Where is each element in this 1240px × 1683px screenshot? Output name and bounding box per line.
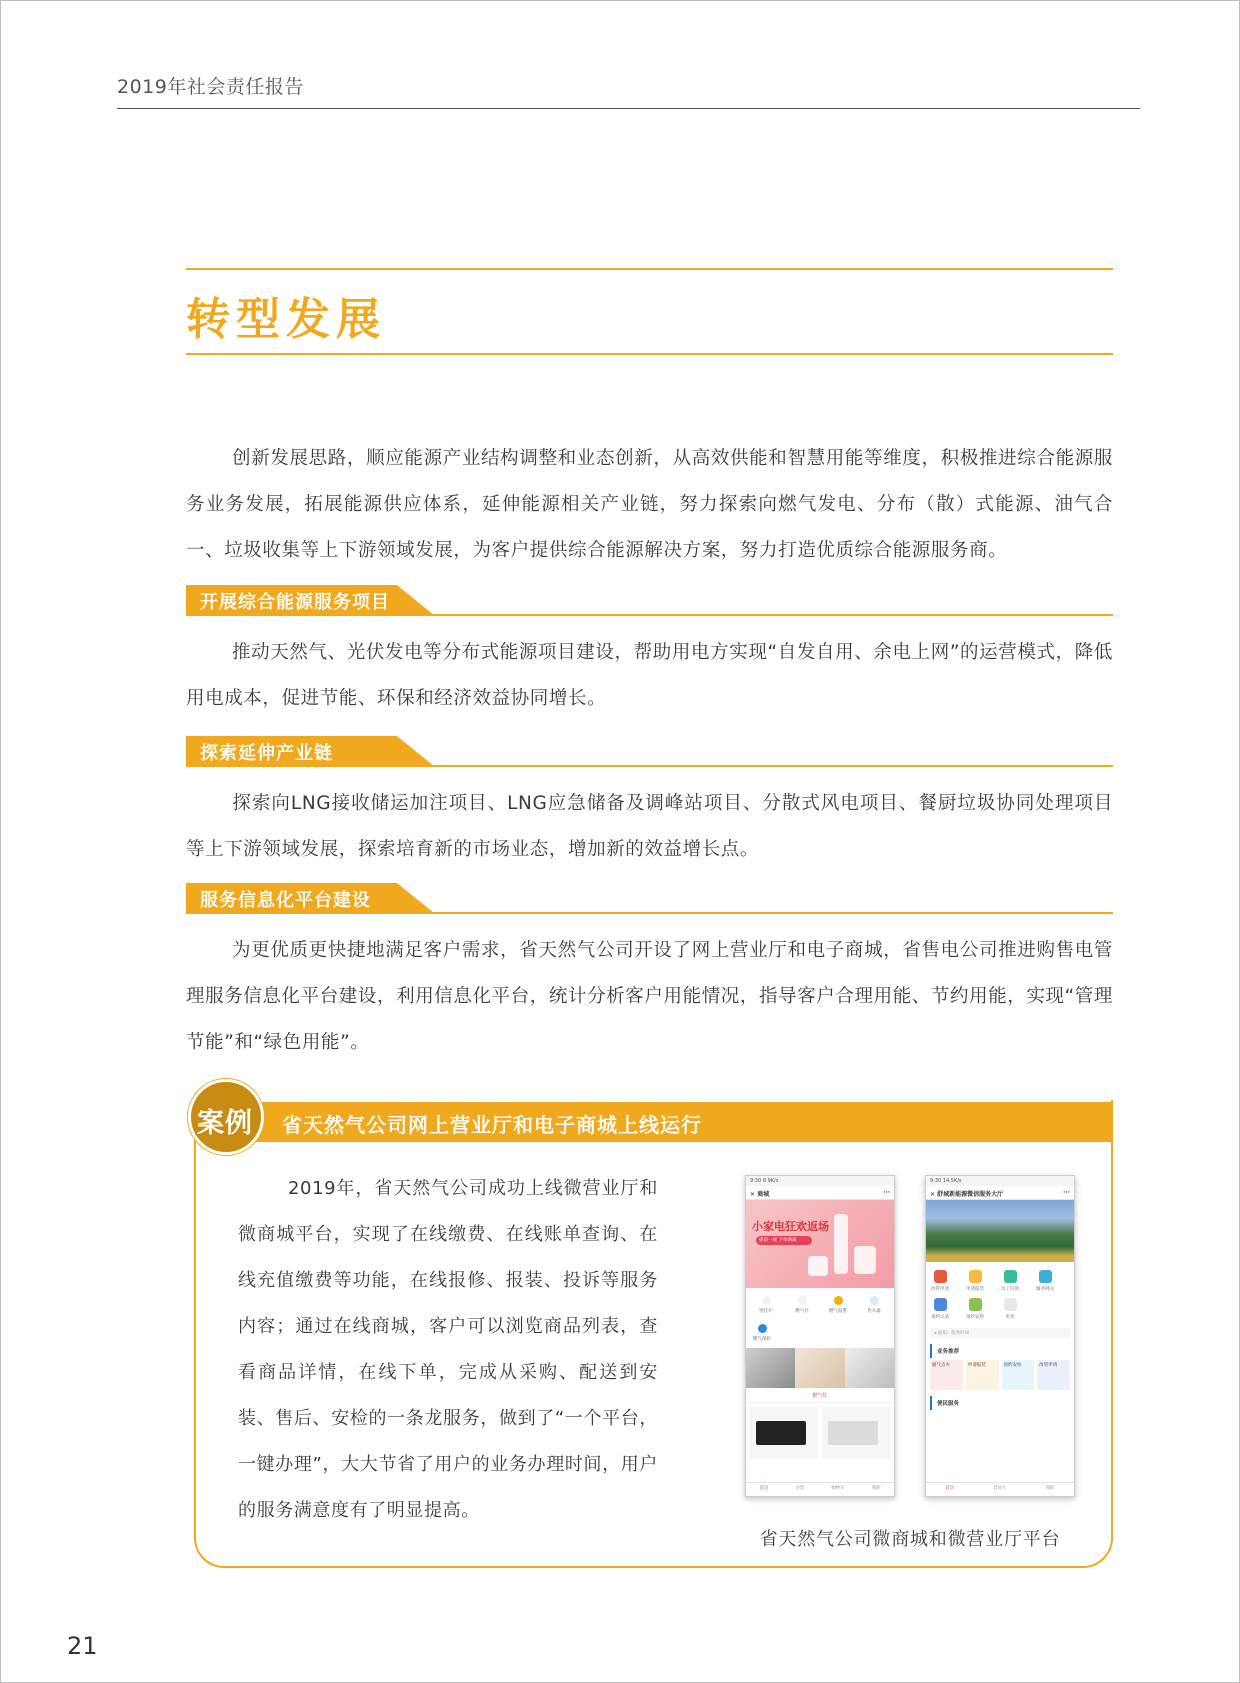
mall-category-icons (746, 1288, 894, 1316)
category-insurance: 燃气保险 (752, 1324, 772, 1342)
category-boiler: 壁挂炉 (756, 1296, 776, 1314)
subsection-heading-label: 开展综合能源服务项目 (200, 592, 390, 613)
title-rule-bottom (186, 353, 1113, 355)
install-request-icon (969, 1270, 982, 1283)
mall-banner-text: 小家电狂欢返场 (752, 1220, 829, 1233)
fan-product-icon (834, 1214, 848, 1274)
more-grid-icon (1004, 1298, 1017, 1311)
figure-caption: 省天然气公司微商城和微营业厅平台 (759, 1529, 1061, 1550)
service-point-icon (1039, 1270, 1052, 1283)
product-card (822, 1407, 890, 1459)
subsection-heading-industry-chain (186, 736, 1113, 768)
phone-status-bar: 9:30 14.5K/s (926, 1176, 1074, 1186)
category-stove: 燃气灶 (792, 1296, 812, 1314)
close-icon: ✕ (750, 1191, 758, 1198)
phone-nav-bar: ✕ 商城 ··· (746, 1186, 894, 1200)
heater-icon (870, 1296, 879, 1305)
report-title: 2019年社会责任报告 (117, 76, 304, 98)
hall-section-convenience: 便民服务 (930, 1396, 1070, 1410)
close-icon: ✕ (930, 1191, 938, 1198)
gas-stove-icon (756, 1421, 806, 1445)
mall-phone-screenshot (745, 1175, 895, 1497)
mall-category-tab: 燃气灶 (746, 1392, 894, 1403)
mall-banner (746, 1200, 894, 1288)
hall-business-cards: 通气点火 申请报装 预约安检 改管申请 (926, 1360, 1074, 1390)
subsection-heading-info-platform (186, 883, 1113, 915)
subsection-body-info-platform: 为更优质更快捷地满足客户需求，省天然气公司开设了网上营业厅和电子商城，省售电公司推进购售电管理服务信息化平台建设，利用信息化平台，统计分析客户用能情况，指导客户合理用能、节约用能，实现“管理节能”和“绿色用能”。 (186, 940, 1113, 1053)
hall-notice: ◂ 通知：服务时间 (930, 1328, 1070, 1338)
phone-tab-bar: 首页 营业厅 我的 (926, 1482, 1074, 1496)
mall-promo-thumbnails (746, 1348, 894, 1388)
subsection-heading-label: 服务信息化平台建设 (200, 890, 371, 911)
product-card (750, 1407, 818, 1459)
case-badge-label: 案例 (197, 1108, 253, 1139)
safety-check-icon (969, 1298, 982, 1311)
boiler-icon (762, 1296, 771, 1305)
more-icon: ··· (1063, 1189, 1070, 1196)
pipe-change-icon (934, 1270, 947, 1283)
speaker-icon: ◂ (934, 1331, 938, 1336)
case-title: 省天然气公司网上营业厅和电子商城上线运行 (282, 1113, 702, 1137)
phone-status-bar: 9:30 8.9K/s (746, 1176, 894, 1186)
mall-banner-pill: 提前一展 下单满减 (756, 1236, 812, 1245)
hall-service-icons: 改管申请 申请报装 员工识别 服务网点 预约记录 预约安检 更多 (926, 1262, 1074, 1322)
page-number: 21 (67, 1632, 98, 1660)
hall-phone-screenshot (925, 1175, 1075, 1497)
alarm-icon (834, 1296, 843, 1305)
appliance-product-icon (808, 1256, 828, 1276)
phone-nav-bar: ✕ 舒城新能源微信服务大厅 ··· (926, 1186, 1074, 1200)
subsection-body-energy-service: 推动天然气、光伏发电等分布式能源项目建设，帮助用电方实现“自发自用、余电上网”的运营模式，降低用电成本，促进节能、环保和经济效益协同增长。 (186, 642, 1113, 709)
header-rule (117, 108, 1140, 109)
hall-section-business: 业务推荐 (930, 1344, 1070, 1358)
intro-paragraph: 创新发展思路，顺应能源产业结构调整和业态创新，从高效供能和智慧用能等维度，积极推进综合能源服务业务发展，拓展能源供应体系，延伸能源相关产业链，努力探索向燃气发电、分布（散）式能源、油气合一、垃圾收集等上下游领域发展，为客户提供综合能源解决方案，努力打造优质综合能源服务商。 (186, 448, 1113, 561)
case-body: 2019年，省天然气公司成功上线微营业厅和微商城平台，实现了在线缴费、在线账单查询、在线充值缴费等功能，在线报修、报装、投诉等服务内容；通过在线商城，客户可以浏览商品列表，查看商品详情，在线下单，完成从采购、配送到安装、售后、安检的一条龙服务，做到了“一个平台，一键办理”，大大节省了用户的业务办理时间，用户的服务满意度有了明显提高。 (238, 1178, 658, 1521)
staff-id-icon (1004, 1270, 1017, 1283)
phone-tab-bar: 首页 分类 购物车 我的 (746, 1482, 894, 1496)
subsection-heading-label: 探索延伸产业链 (200, 743, 333, 764)
kettle-product-icon (854, 1246, 876, 1274)
more-icon: ··· (883, 1189, 890, 1196)
hall-banner-photo (926, 1200, 1074, 1262)
title-rule-top (186, 268, 1113, 270)
category-heater: 热水器 (864, 1296, 884, 1314)
subsection-body-industry-chain: 探索向LNG接收储运加注项目、LNG应急储备及调峰站项目、分散式风电项目、餐厨垃圾协同处理项目等上下游领域发展，探索培育新的市场业态，增加新的效益增长点。 (186, 793, 1113, 860)
mall-product-list (746, 1407, 894, 1459)
appointment-record-icon (934, 1298, 947, 1311)
insurance-icon (758, 1324, 767, 1333)
gas-stove-icon (828, 1421, 878, 1445)
category-alarm: 燃气报警 (828, 1296, 848, 1314)
stove-icon (798, 1296, 807, 1305)
subsection-heading-energy-service (186, 585, 1113, 617)
section-title: 转型发展 (186, 294, 386, 345)
